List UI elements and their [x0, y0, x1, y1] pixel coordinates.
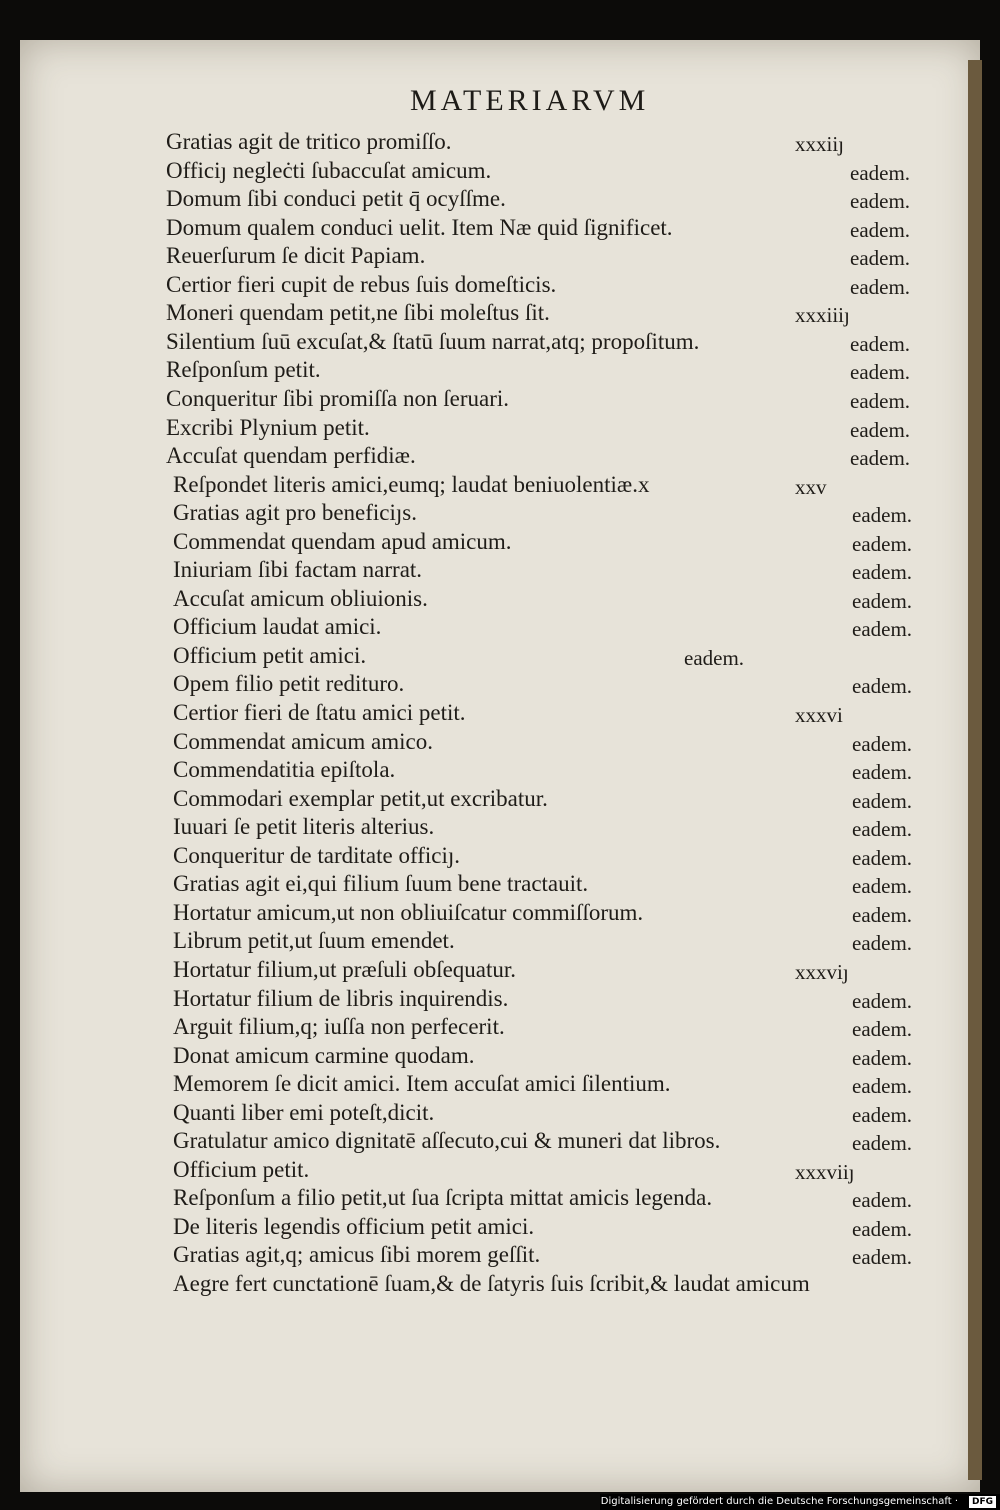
index-entry [0, 870, 1000, 899]
entry-ref: eadem. [850, 360, 911, 385]
entry-ref: eadem. [852, 588, 913, 613]
entry-text: Reſpondet literis amici,eumq; laudat beniuolentiæ.x [173, 471, 650, 497]
entry-text: Hortatur filium,ut præſuli obſequatur. [173, 956, 517, 982]
entry-ref: xxxviȷ [795, 959, 849, 984]
entry-ref: eadem. [850, 388, 911, 413]
entry-text: Moneri quendam petit,ne ſibi moleſtus ſit. [166, 300, 550, 326]
entry-ref: eadem. [852, 617, 913, 642]
index-entry [0, 414, 1000, 443]
entry-ref: eadem. [850, 331, 911, 356]
entry-text: Iuuari ſe petit literis alterius. [173, 814, 435, 840]
entry-ref: eadem. [852, 731, 913, 756]
entry-ref: xxxvi [795, 703, 843, 727]
entry-text: Hortatur amicum,ut non obliuiſcatur commiſſorum. [173, 899, 644, 925]
index-entry [0, 699, 1000, 728]
entry-text: Hortatur filium de libris inquirendis. [173, 985, 509, 1011]
entry-text: Conqueritur ſibi promiſſa non ſeruari. [166, 385, 510, 411]
entry-ref: eadem. [852, 1245, 913, 1270]
funding-credit: Digitalisierung gefördert durch die Deutsche Forschungsgemeinschaft · [600, 1496, 958, 1507]
index-entry [0, 1013, 1000, 1042]
entry-ref: xxv [795, 474, 827, 499]
entry-text: Librum petit,ut ſuum emendet. [173, 928, 455, 954]
index-entry [0, 1213, 1000, 1242]
entry-text: Reſponſum petit. [166, 357, 321, 383]
entry-text: Quanti liber emi poteſt,dicit. [173, 1099, 435, 1125]
index-entry [0, 328, 1000, 357]
index-entry [0, 214, 1000, 243]
entry-text: Accuſat amicum obliuionis. [173, 585, 428, 611]
entry-text: Accuſat quendam perfidiæ. [166, 443, 416, 469]
entry-text: Excribi Plynium petit. [166, 414, 370, 440]
entry-text: De literis legendis officium petit amici. [173, 1213, 535, 1239]
index-entry [0, 1241, 1000, 1270]
index-entry [0, 499, 1000, 528]
entry-ref: eadem. [850, 160, 911, 185]
index-entry [0, 1099, 1000, 1128]
index-entry [0, 471, 1000, 500]
entry-ref: eadem. [850, 417, 911, 442]
index-entry [0, 813, 1000, 842]
page-heading: MATERIARVM [410, 84, 650, 117]
index-entry [0, 899, 1000, 928]
entry-text: Domum qualem conduci uelit. Item Næ quid ſignificet. [166, 214, 673, 240]
entry-ref: eadem. [852, 503, 913, 528]
entry-text: Domum ſibi conduci petit q̄ ocyſſme. [166, 186, 506, 212]
index-entry [0, 242, 1000, 271]
entry-ref: xxxiiiȷ [795, 303, 850, 328]
index-entry [0, 157, 1000, 186]
dfg-logo: DFG [969, 1496, 996, 1508]
entry-ref: eadem. [852, 845, 913, 870]
entry-text: Gratias agit pro beneficiȷs. [173, 500, 417, 526]
index-entry [0, 670, 1000, 699]
entry-ref: eadem. [852, 560, 913, 585]
index-entry [0, 1127, 1000, 1156]
entry-ref: eadem. [852, 902, 913, 927]
entry-ref: eadem. [852, 1017, 913, 1042]
entry-ref: xxxviiȷ [795, 1159, 855, 1184]
index-entry [0, 956, 1000, 985]
entry-text: Officiȷ negleċti ſubaccuſat amicum. [166, 157, 492, 183]
entry-ref: eadem. [852, 531, 913, 556]
entry-text: Iniuriam ſibi factam narrat. [173, 557, 423, 583]
entry-text: Donat amicum carmine quodam. [173, 1042, 475, 1068]
index-entry [0, 1184, 1000, 1213]
index-entry [0, 299, 1000, 328]
entry-ref: eadem. [852, 1045, 913, 1070]
entry-text: Conqueritur de tarditate officiȷ. [173, 842, 460, 868]
entry-ref: eadem. [850, 246, 911, 271]
index-entry [0, 927, 1000, 956]
entry-text: Officium petit. [173, 1156, 310, 1182]
index-entry [0, 985, 1000, 1014]
index-entry [0, 585, 1000, 614]
index-entry [0, 728, 1000, 757]
index-entry [0, 756, 1000, 785]
index-entry [0, 1070, 1000, 1099]
entry-text: Arguit filium,q; iuſſa non perfecerit. [173, 1014, 505, 1040]
index-entry [0, 528, 1000, 557]
entry-text: Commendat amicum amico. [173, 728, 433, 754]
entry-ref: xxxiiȷ [795, 132, 845, 156]
entry-text: Opem filio petit redituro. [173, 671, 405, 697]
entry-text: Reuerſurum ſe dicit Papiam. [166, 243, 426, 269]
entry-ref: eadem. [852, 788, 913, 813]
entry-ref: eadem. [850, 446, 911, 471]
entry-text: Gratias agit ei,qui filium ſuum bene tractauit. [173, 871, 589, 897]
index-entry [0, 1042, 1000, 1071]
entry-text: Certior fieri de ſtatu amici petit. [173, 700, 466, 725]
entry-text: Officium laudat amici. [173, 614, 382, 640]
index-entry [0, 1156, 1000, 1185]
entry-text: Certior fieri cupit de rebus ſuis domeſticis. [166, 271, 557, 297]
entry-ref: eadem. [850, 217, 911, 242]
entry-ref: eadem. [852, 1074, 913, 1099]
entry-ref: eadem. [684, 645, 745, 670]
entry-text: Gratulatur amico dignitatē aſſecuto,cui & muneri dat libros. [173, 1128, 721, 1154]
entry-text: Gratias agit,q; amicus ſibi morem geſſit. [173, 1242, 541, 1268]
entry-text: Commendatitia epiſtola. [173, 757, 396, 783]
index-entry [0, 185, 1000, 214]
entry-ref: eadem. [852, 988, 913, 1013]
entry-ref: eadem. [852, 674, 913, 699]
entry-ref: eadem. [852, 931, 913, 956]
index-entry [0, 613, 1000, 642]
entry-ref: eadem. [852, 760, 913, 785]
entry-ref: eadem. [850, 189, 911, 214]
index-entry [0, 556, 1000, 585]
index-entry [0, 128, 1000, 157]
entry-ref: eadem. [852, 817, 913, 842]
entry-text: Reſponſum a filio petit,ut ſua ſcripta mittat amicis legenda. [173, 1185, 713, 1211]
index-entry [0, 385, 1000, 414]
entry-text: Commodari exemplar petit,ut excribatur. [173, 785, 548, 811]
entry-ref: eadem. [852, 1131, 913, 1156]
entry-ref: eadem. [852, 1216, 913, 1241]
index-entry [0, 642, 1000, 671]
entry-text: Officium petit amici. [173, 642, 367, 668]
index-entry [0, 356, 1000, 385]
index-entry [0, 442, 1000, 471]
entry-text: Commendat quendam apud amicum. [173, 528, 512, 554]
index-entry [0, 842, 1000, 871]
entry-ref: eadem. [852, 874, 913, 899]
index-entry [0, 271, 1000, 300]
entry-text: Aegre fert cunctationē ſuam,& de ſatyris ſuis ſcribit,& laudat amicum [173, 1271, 810, 1296]
entry-text: Memorem ſe dicit amici. Item accuſat amici ſilentium. [173, 1071, 671, 1097]
entry-ref: eadem. [850, 274, 911, 299]
entry-text: Silentium ſuū excuſat,& ſtatū ſuum narrat,atq; propoſitum. [166, 328, 700, 354]
entry-ref: eadem. [852, 1188, 913, 1213]
entry-ref: eadem. [852, 1102, 913, 1127]
index-entry [0, 785, 1000, 814]
index-entry [0, 1270, 1000, 1299]
entry-text: Gratias agit de tritico promiſſo. [166, 129, 452, 154]
